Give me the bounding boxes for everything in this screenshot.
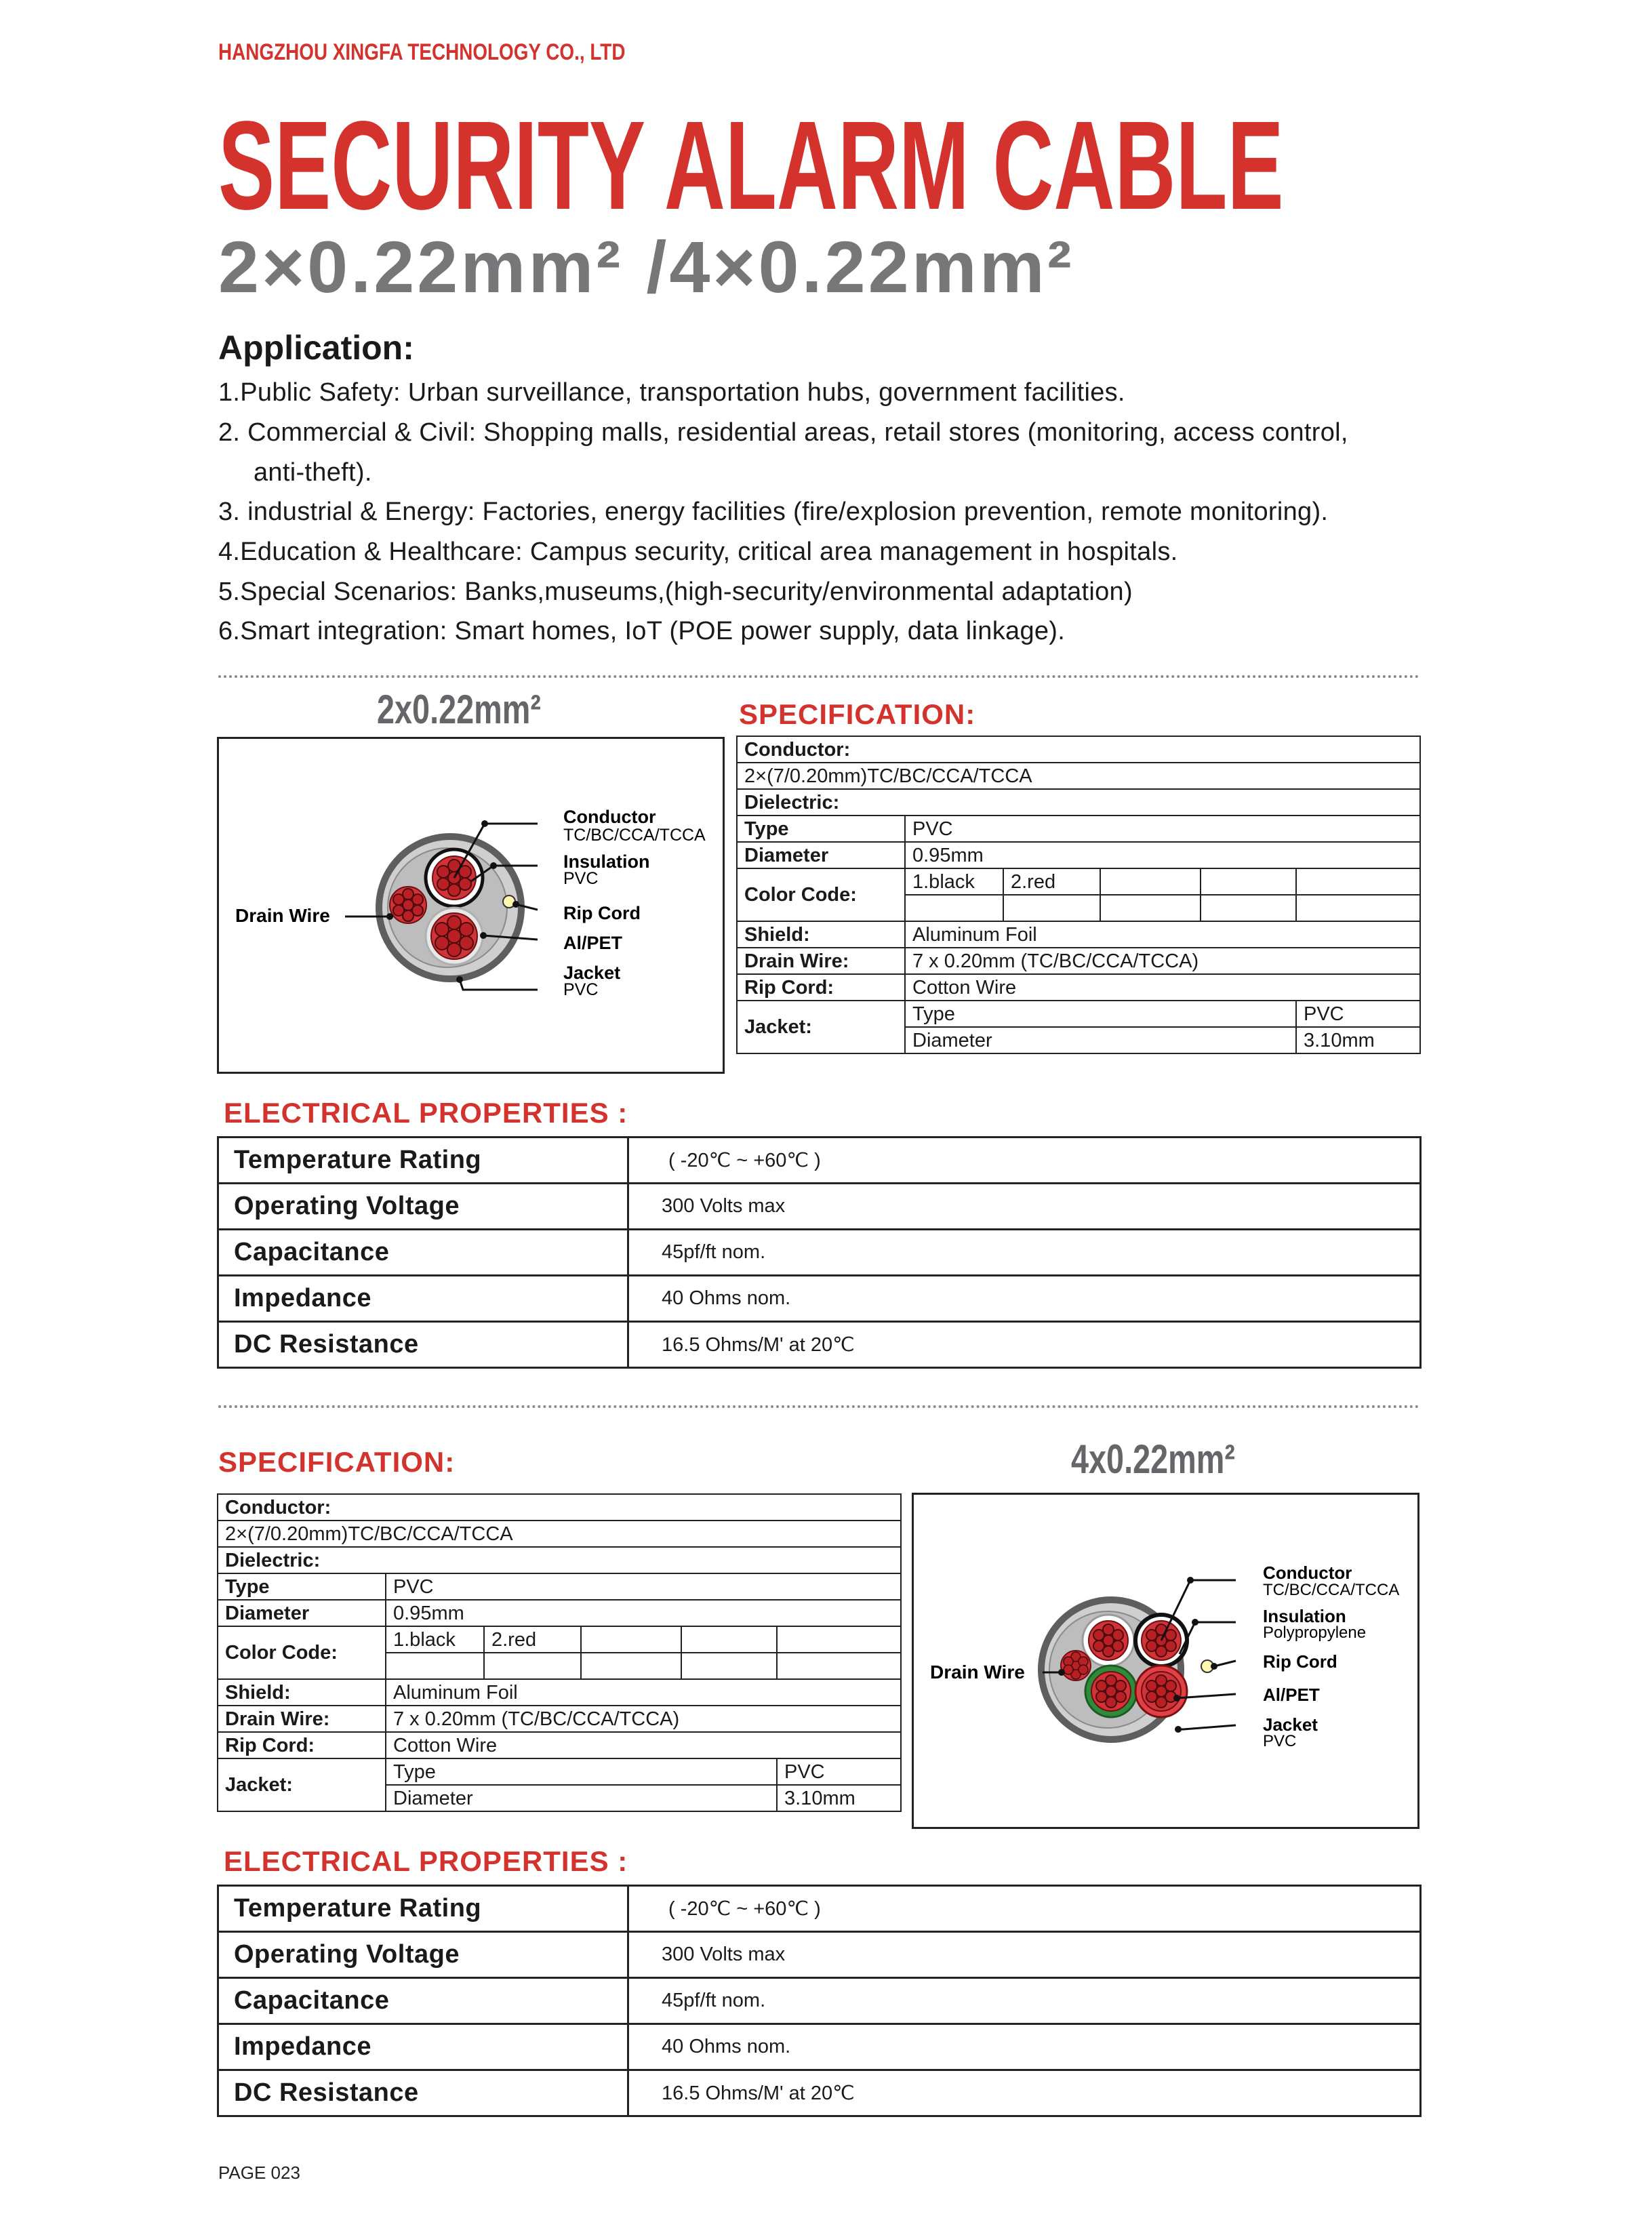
rip-label: Rip Cord: xyxy=(218,1732,386,1758)
table-row xyxy=(218,1978,1421,2024)
property-label: Capacitance xyxy=(218,1230,628,1276)
rip-label: Rip Cord: xyxy=(737,974,905,1001)
table-row xyxy=(218,2024,1421,2070)
jacket-type-value: PVC xyxy=(1296,1001,1420,1027)
application-item: 5.Special Scenarios: Banks,museums,(high-security/environmental adaptation) xyxy=(218,578,1133,606)
rip-value: Cotton Wire xyxy=(386,1732,901,1758)
insulation-sub: Polypropylene xyxy=(1263,1624,1367,1642)
jacket-diameter-value: 3.10mm xyxy=(1296,1027,1420,1053)
jacket-diameter-label: Diameter xyxy=(905,1027,1296,1053)
application-item: 1.Public Safety: Urban surveillance, transportation hubs, government facilities. xyxy=(218,378,1125,407)
jacket-diameter-value: 3.10mm xyxy=(777,1785,901,1811)
property-value: 300 Volts max xyxy=(628,1932,1421,1978)
table-row xyxy=(218,1138,1421,1184)
application-item: 3. industrial & Energy: Factories, energy facilities (fire/explosion prevention, remote monitoring). xyxy=(218,498,1329,526)
property-label: Capacitance xyxy=(218,1978,628,2024)
jacket-diameter-label: Diameter xyxy=(386,1785,777,1811)
application-item: 4.Education & Healthcare: Campus security, critical area management in hospitals. xyxy=(218,538,1178,566)
core-green xyxy=(1085,1666,1137,1717)
property-label: Impedance xyxy=(218,1276,628,1322)
property-label: DC Resistance xyxy=(218,2070,628,2116)
page-number: PAGE 023 xyxy=(218,2162,300,2183)
application-item: 6.Smart integration: Smart homes, IoT (POE power supply, data linkage). xyxy=(218,617,1066,645)
strands-bottom xyxy=(431,913,477,959)
conductor-row-label: Conductor: xyxy=(737,736,1420,763)
color-code-label: Color Code: xyxy=(737,868,905,921)
cross-section-2core xyxy=(219,739,723,1072)
shield-value: Aluminum Foil xyxy=(386,1679,901,1706)
drain-wire xyxy=(390,887,426,923)
conductor-row-label: Conductor: xyxy=(218,1494,901,1521)
table-row xyxy=(218,1184,1421,1230)
shield-label: Shield: xyxy=(737,921,905,948)
electrical-heading-2core: ELECTRICAL PROPERTIES : xyxy=(224,1097,628,1129)
drain-wire-label: Drain Wire xyxy=(930,1662,1025,1683)
property-value: ( -20℃ ~ +60℃ ) xyxy=(628,1886,1421,1932)
conductor-sub: TC/BC/CCA/TCCA xyxy=(1263,1581,1400,1599)
jacket-label: Jacket xyxy=(563,963,621,983)
conductor-row-value: 2×(7/0.20mm)TC/BC/CCA/TCCA xyxy=(737,763,1420,789)
electrical-heading-4core: ELECTRICAL PROPERTIES : xyxy=(224,1845,628,1877)
type-label: Type xyxy=(218,1573,386,1600)
property-label: Operating Voltage xyxy=(218,1932,628,1978)
application-item: anti-theft). xyxy=(254,458,372,487)
jacket-label: Jacket xyxy=(1263,1714,1318,1735)
jacket-label: Jacket: xyxy=(218,1758,386,1811)
electrical-table-4core xyxy=(217,1885,1422,2117)
jacket-type-label: Type xyxy=(905,1001,1296,1027)
spec-heading-4core: SPECIFICATION: xyxy=(218,1446,456,1478)
property-value: 40 Ohms nom. xyxy=(628,1276,1421,1322)
shield-value: Aluminum Foil xyxy=(905,921,1420,948)
drain-label: Drain Wire: xyxy=(737,948,905,974)
conductor-row-value: 2×(7/0.20mm)TC/BC/CCA/TCCA xyxy=(218,1521,901,1547)
type-value: PVC xyxy=(386,1573,901,1600)
property-label: Impedance xyxy=(218,2024,628,2070)
spec-heading-2core: SPECIFICATION: xyxy=(739,698,976,730)
color-2: 2.red xyxy=(484,1626,581,1653)
diameter-label: Diameter xyxy=(218,1600,386,1626)
drain-wire-label: Drain Wire xyxy=(235,905,330,926)
size-label-2core: 2x0.22mm² xyxy=(377,687,541,732)
jacket-sub: PVC xyxy=(563,980,599,999)
cable-diagram-2core xyxy=(217,737,725,1074)
section-divider xyxy=(218,675,1419,678)
property-value: 45pf/ft nom. xyxy=(628,1978,1421,2024)
dielectric-row-label: Dielectric: xyxy=(218,1547,901,1573)
application-item: 2. Commercial & Civil: Shopping malls, residential areas, retail stores (monitoring, access control, xyxy=(218,418,1348,447)
property-value: 40 Ohms nom. xyxy=(628,2024,1421,2070)
application-heading: Application: xyxy=(218,329,414,367)
diameter-value: 0.95mm xyxy=(905,842,1420,868)
jacket-type-value: PVC xyxy=(777,1758,901,1785)
table-row xyxy=(218,1932,1421,1978)
rip-value: Cotton Wire xyxy=(905,974,1420,1001)
jacket-type-label: Type xyxy=(386,1758,777,1785)
table-row xyxy=(218,1886,1421,1932)
conductor-label: Conductor xyxy=(563,807,656,827)
property-value: 16.5 Ohms/M' at 20℃ xyxy=(628,1322,1421,1368)
property-label: Operating Voltage xyxy=(218,1184,628,1230)
table-row xyxy=(218,2070,1421,2116)
table-row xyxy=(218,1276,1421,1322)
spec-table-4core xyxy=(217,1493,902,1812)
page-subtitle: 2×0.22mm² /4×0.22mm² xyxy=(218,226,1074,308)
drain-wire xyxy=(1061,1651,1091,1680)
table-row xyxy=(218,1322,1421,1368)
rip-cord-label: Rip Cord xyxy=(1263,1651,1337,1672)
diameter-value: 0.95mm xyxy=(386,1600,901,1626)
cross-section-4core xyxy=(914,1495,1417,1827)
spec-table-2core xyxy=(736,736,1421,1054)
dielectric-row-label: Dielectric: xyxy=(737,789,1420,816)
core-red xyxy=(1135,1666,1187,1717)
cable-diagram-4core xyxy=(912,1493,1419,1829)
color-1: 1.black xyxy=(386,1626,484,1653)
insulation-label: Insulation xyxy=(1263,1606,1346,1626)
drain-label: Drain Wire: xyxy=(218,1706,386,1732)
conductor-label: Conductor xyxy=(1263,1563,1352,1583)
rip-cord-label: Rip Cord xyxy=(563,903,641,923)
color-2: 2.red xyxy=(1003,868,1100,895)
color-code-label: Color Code: xyxy=(218,1626,386,1679)
property-value: 300 Volts max xyxy=(628,1184,1421,1230)
company-name: HANGZHOU XINGFA TECHNOLOGY CO., LTD xyxy=(218,39,626,65)
drain-value: 7 x 0.20mm (TC/BC/CCA/TCCA) xyxy=(905,948,1420,974)
property-value: 16.5 Ohms/M' at 20℃ xyxy=(628,2070,1421,2116)
drain-value: 7 x 0.20mm (TC/BC/CCA/TCCA) xyxy=(386,1706,901,1732)
jacket-label: Jacket: xyxy=(737,1001,905,1053)
insulation-sub: PVC xyxy=(563,869,599,888)
shield-label: Shield: xyxy=(218,1679,386,1706)
property-label: Temperature Rating xyxy=(218,1138,628,1184)
property-label: DC Resistance xyxy=(218,1322,628,1368)
core-white xyxy=(1083,1615,1134,1666)
property-value: ( -20℃ ~ +60℃ ) xyxy=(628,1138,1421,1184)
al-pet-label: Al/PET xyxy=(563,933,623,953)
al-pet-label: Al/PET xyxy=(1263,1685,1320,1705)
page-title: SECURITY ALARM CABLE xyxy=(218,96,1284,236)
size-label-4core: 4x0.22mm² xyxy=(1071,1436,1235,1482)
electrical-table-2core xyxy=(217,1136,1422,1369)
table-row xyxy=(218,1230,1421,1276)
conductor-sub: TC/BC/CCA/TCCA xyxy=(563,826,706,845)
diameter-label: Diameter xyxy=(737,842,905,868)
jacket-sub: PVC xyxy=(1263,1732,1297,1750)
property-value: 45pf/ft nom. xyxy=(628,1230,1421,1276)
color-1: 1.black xyxy=(905,868,1003,895)
section-divider xyxy=(218,1405,1419,1408)
insulation-label: Insulation xyxy=(563,851,650,872)
property-label: Temperature Rating xyxy=(218,1886,628,1932)
type-value: PVC xyxy=(905,816,1420,842)
type-label: Type xyxy=(737,816,905,842)
